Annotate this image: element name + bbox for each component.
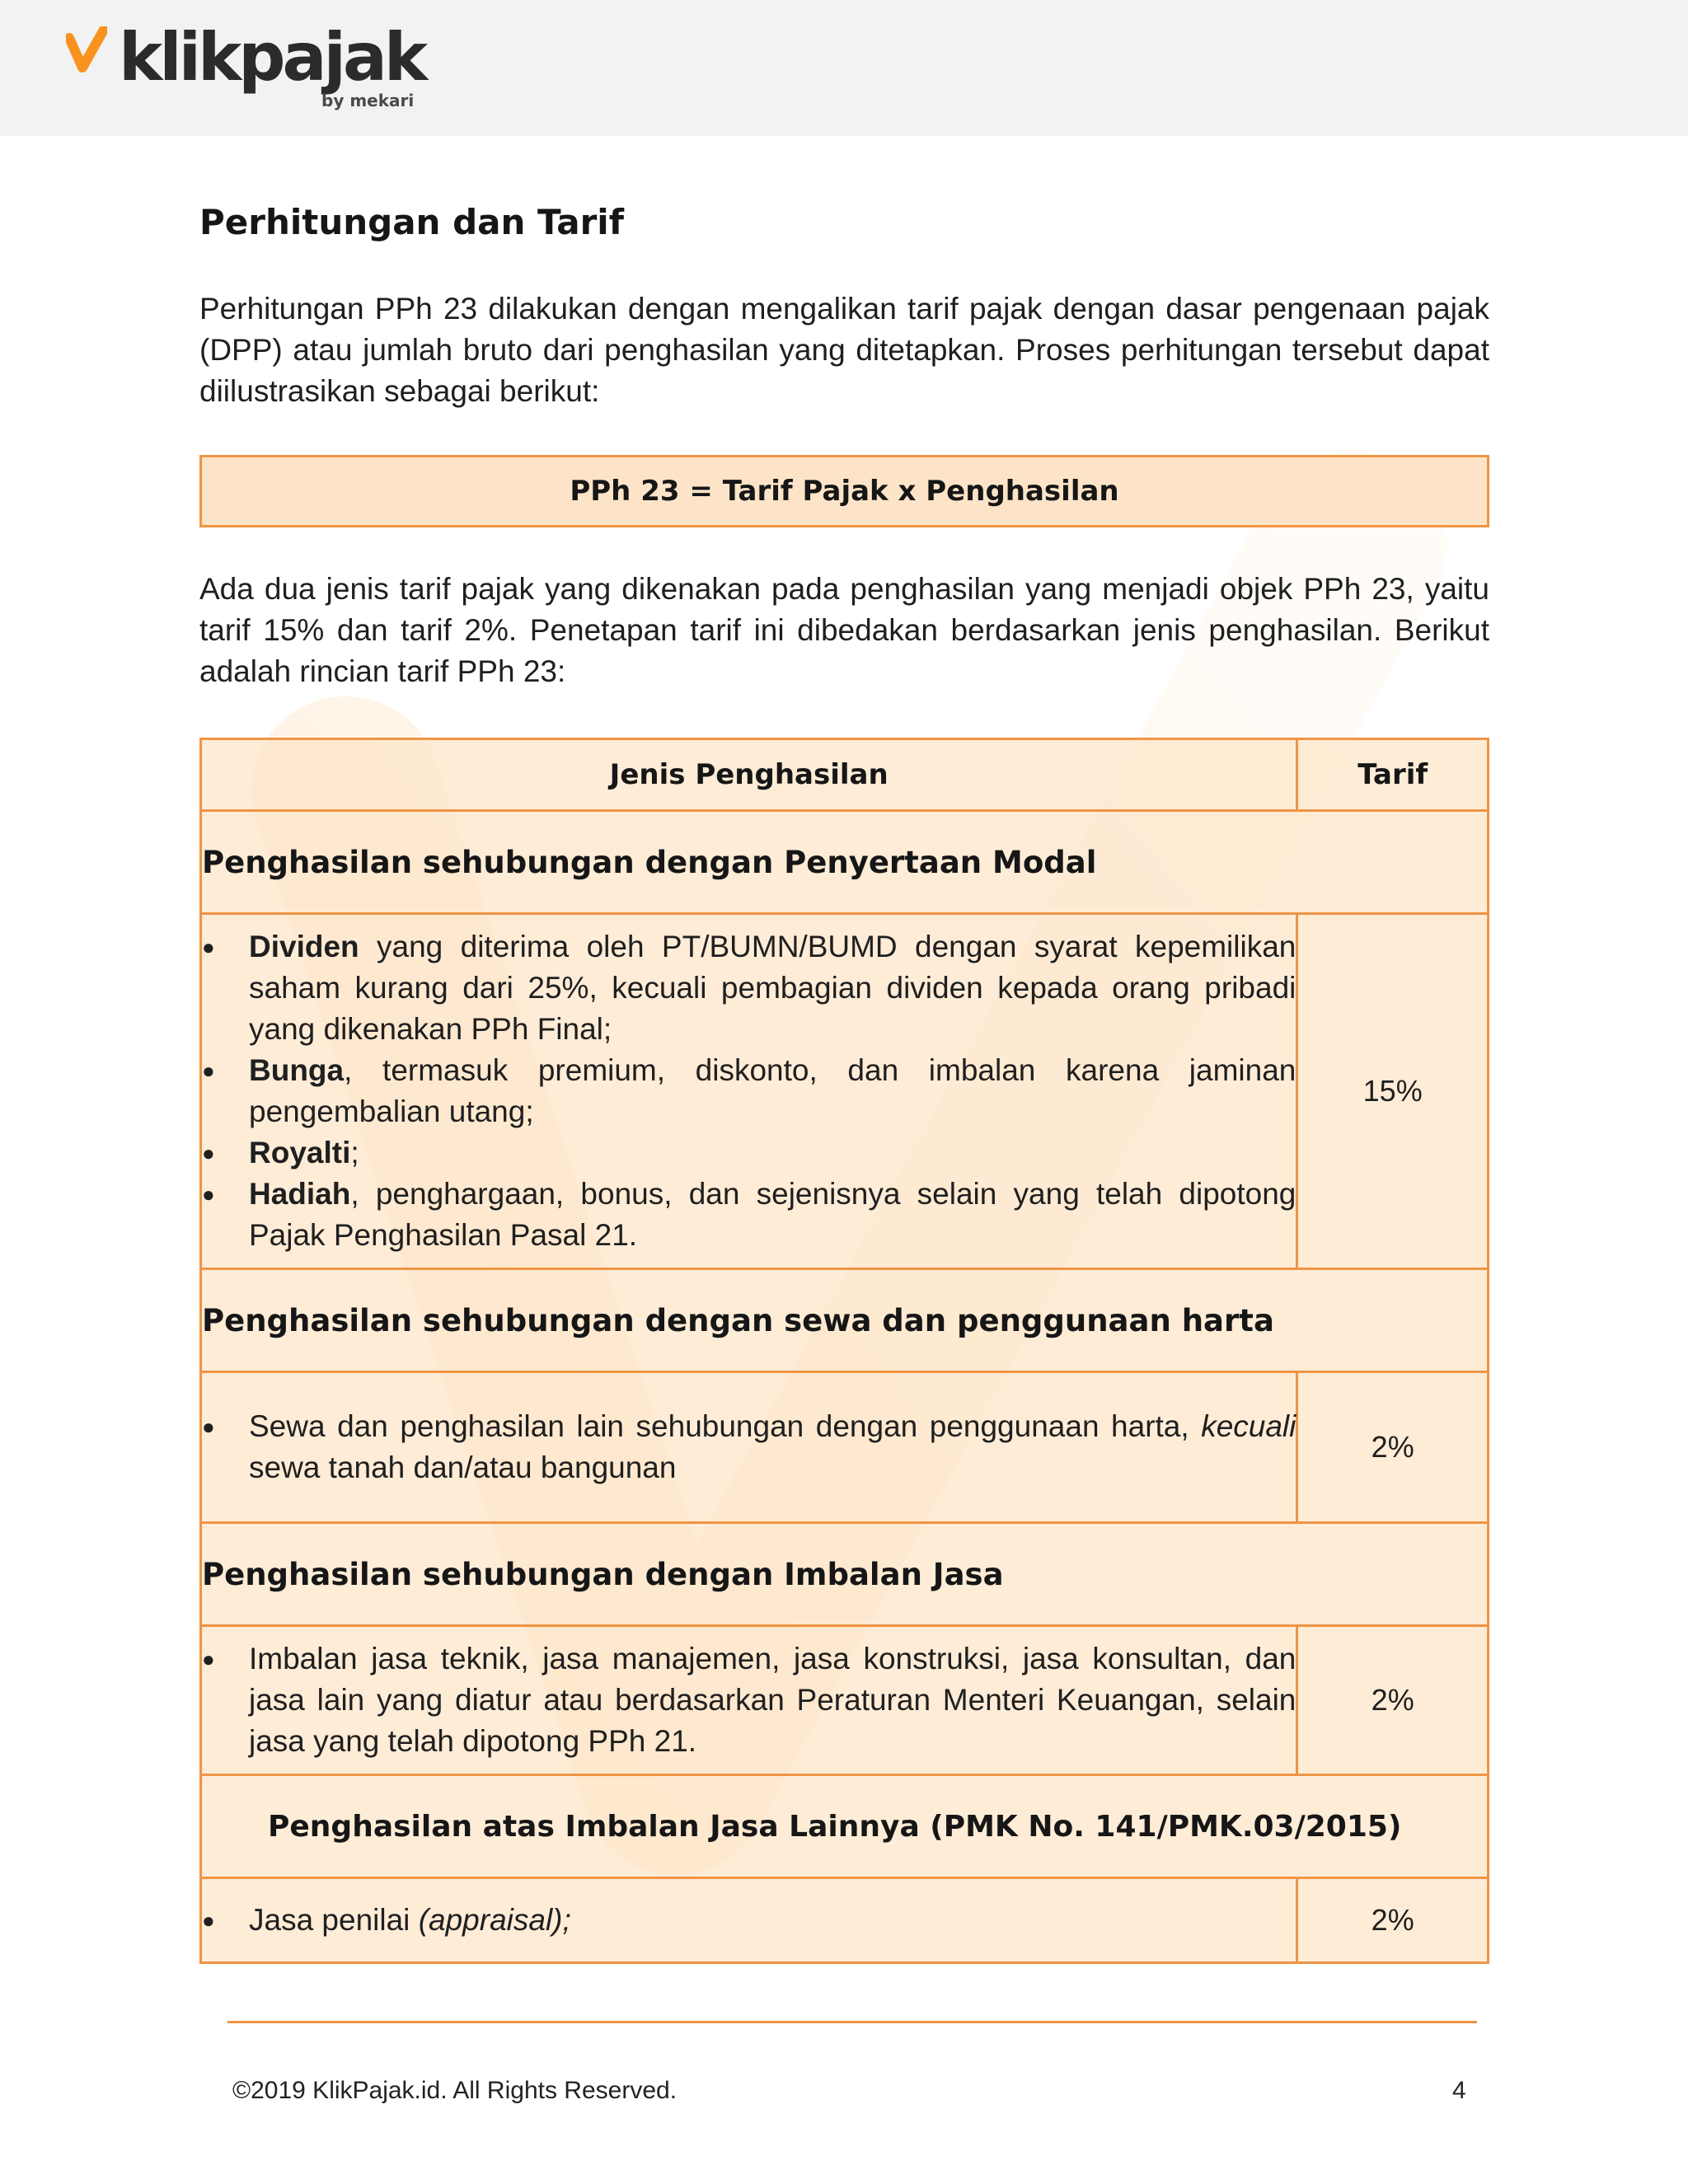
items-cell xyxy=(201,1878,1297,1963)
table-row xyxy=(201,1878,1489,1963)
column-header-jenis: Jenis Penghasilan xyxy=(201,739,1297,811)
group-heading: Penghasilan sehubungan dengan Imbalan Jasa xyxy=(201,1523,1489,1626)
page-title: Perhitungan dan Tarif xyxy=(199,202,624,242)
items-cell xyxy=(201,914,1297,1269)
items-cell xyxy=(201,1626,1297,1775)
page-number: 4 xyxy=(1452,2077,1466,2104)
table-row xyxy=(201,1372,1489,1523)
formula-text: PPh 23 = Tarif Pajak x Penghasilan xyxy=(570,475,1119,508)
group-heading: Penghasilan atas Imbalan Jasa Lainnya (PMK No. 141/PMK.03/2015) xyxy=(201,1775,1489,1878)
list-item: ● Jasa penilai (appraisal); xyxy=(202,1900,1296,1941)
list-item: ● Hadiah, penghargaan, bonus, dan sejenisnya selain yang telah dipotong Pajak Penghasilan Pasal 21. xyxy=(202,1174,1296,1256)
rate-cell: 2% xyxy=(1297,1626,1489,1775)
group-heading-row xyxy=(201,1523,1489,1626)
items-cell xyxy=(201,1372,1297,1523)
table-row xyxy=(201,1626,1489,1775)
rates-paragraph: Ada dua jenis tarif pajak yang dikenakan pada penghasilan yang menjadi objek PPh 23, yaitu tarif 15% dan tarif 2%. Penetapan tarif ini dibedakan berdasarkan jenis penghasilan. Berikut adalah rincian tarif PPh 23: xyxy=(199,572,1489,688)
list-item: ● Sewa dan penghasilan lain sehubungan dengan penggunaan harta, kecuali sewa tanah dan/atau bangunan xyxy=(202,1406,1296,1488)
table-row xyxy=(201,914,1489,1269)
column-header-tarif: Tarif xyxy=(1297,739,1489,811)
rate-cell: 15% xyxy=(1297,914,1489,1269)
list-item: ● Royalti; xyxy=(202,1132,1296,1174)
footer-copyright: ©2019 KlikPajak.id. All Rights Reserved. xyxy=(232,2077,678,2104)
group-heading: Penghasilan sehubungan dengan Penyertaan Modal xyxy=(201,811,1489,914)
table-header-row xyxy=(201,739,1489,811)
group-heading-row xyxy=(201,811,1489,914)
group-heading-row xyxy=(201,1775,1489,1878)
group-heading-row xyxy=(201,1269,1489,1372)
tarif-table xyxy=(199,738,1489,1964)
intro-paragraph: Perhitungan PPh 23 dilakukan dengan mengalikan tarif pajak dengan dasar pengenaan pajak (DPP) atau jumlah bruto dari penghasilan yang ditetapkan. Proses perhitungan tersebut dapat diilustrasikan sebagai berikut: xyxy=(199,292,1489,408)
list-item: ● Imbalan jasa teknik, jasa manajemen, jasa konstruksi, jasa konsultan, dan jasa lain yang diatur atau berdasarkan Peraturan Menteri Keuangan, selain jasa yang telah dipotong PPh 21. xyxy=(202,1638,1296,1762)
list-item: ● Dividen yang diterima oleh PT/BUMN/BUMD dengan syarat kepemilikan saham kurang dari 25%, kecuali pembagian dividen kepada orang pribadi yang dikenakan PPh Final; xyxy=(202,926,1296,1050)
header-band xyxy=(0,0,1688,136)
group-heading: Penghasilan sehubungan dengan sewa dan penggunaan harta xyxy=(201,1269,1489,1372)
bullet-list xyxy=(202,1638,1296,1762)
footer-divider xyxy=(227,2021,1477,2023)
checkmark-logo-icon xyxy=(66,26,107,76)
formula-box xyxy=(199,455,1489,527)
rate-cell: 2% xyxy=(1297,1372,1489,1523)
rate-cell: 2% xyxy=(1297,1878,1489,1963)
bullet-list xyxy=(202,1406,1296,1488)
logo-wordmark: klikpajak xyxy=(119,19,425,96)
logo-subtitle: by mekari xyxy=(321,91,415,110)
bullet-list xyxy=(202,926,1296,1256)
list-item: ● Bunga, termasuk premium, diskonto, dan imbalan karena jaminan pengembalian utang; xyxy=(202,1050,1296,1132)
page-content xyxy=(199,190,1489,1964)
bullet-list xyxy=(202,1900,1296,1941)
